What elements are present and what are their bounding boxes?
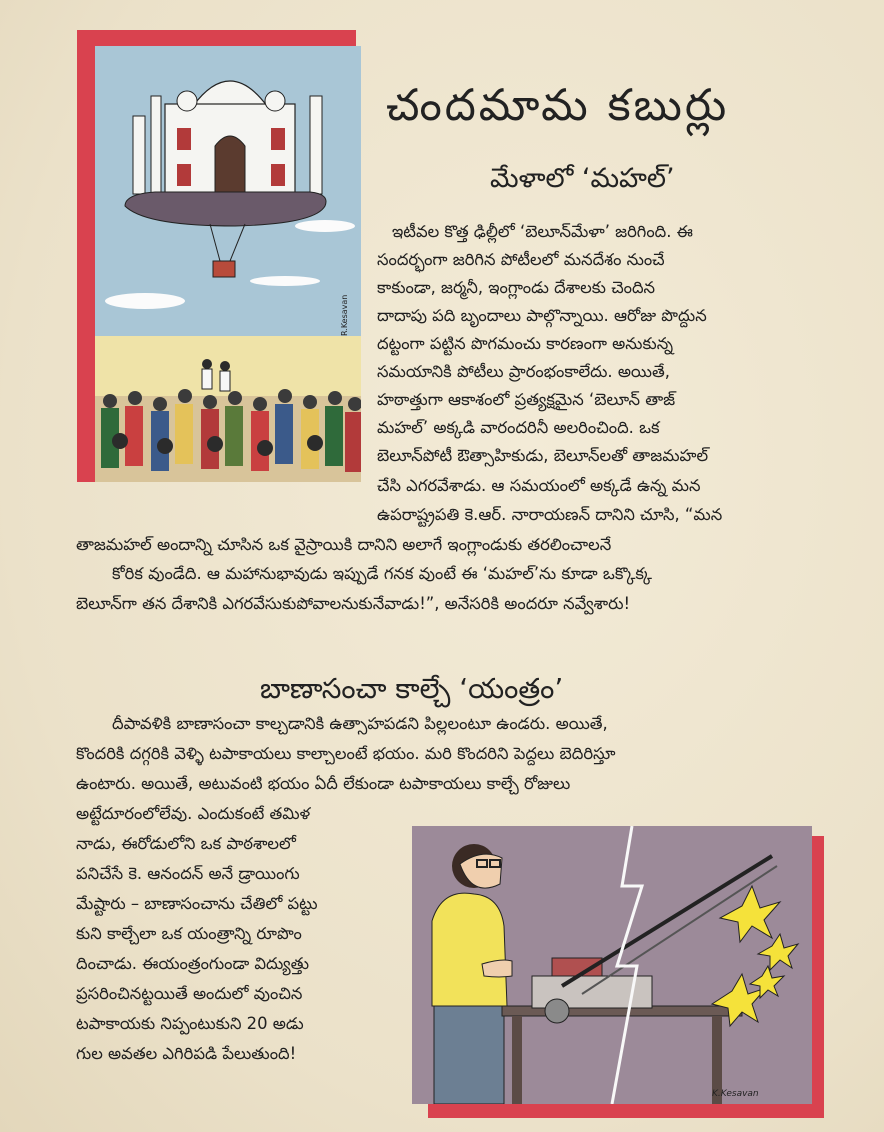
text-line: కొందరికి దగ్గరికి వెళ్ళి టపాకాయలు కాల్చాలంటే భయం. మరి కొందరిని పెద్దలు బెదిరిస్తూ	[76, 744, 616, 763]
text-line: మేష్టారు – బాణాసంచాను చేతిలో పట్టు	[76, 894, 318, 913]
text-line: బెలూన్‌పోటీ ఔత్సాహికుడు, బెలూన్‌లతో తాజమహల్	[377, 446, 709, 465]
text-line: దీపావళికి బాణాసంచా కాల్చడానికి ఉత్సాహపడని పిల్లలంటూ ఉండరు. అయితే,	[112, 714, 608, 733]
text-line: ఉపరాష్ట్రపతి కె.ఆర్. నారాయణన్ దానిని చూసి, “మన	[377, 505, 723, 524]
artist-signature-top: R.Kesavan	[340, 294, 349, 336]
story2-heading: బాణాసంచా కాల్చే ‘యంత్రం’	[260, 672, 564, 705]
page-title: చందమామ కబుర్లు	[386, 80, 730, 131]
text-line: టపాకాయకు నిప్పంటుకుని 20 అడు	[76, 1014, 304, 1033]
text-line: పనిచేసే కె. ఆనందన్ అనే డ్రాయింగు	[76, 864, 300, 883]
text-line: ప్రసరించినట్టయితే అందులో వుంచిన	[76, 984, 303, 1003]
text-line: సందర్భంగా జరిగిన పోటీలలో మనదేశం నుంచే	[377, 250, 665, 269]
story1-heading: మేళాలో ‘మహల్’	[490, 163, 675, 194]
firework-machine-illustration	[412, 826, 812, 1104]
text-line: మహల్’ అక్కడి వారందరినీ అలరించింది. ఒక	[377, 418, 660, 437]
text-line: సమయానికి పోటీలు ప్రారంభంకాలేదు. అయితే,	[377, 362, 670, 381]
artist-signature-bottom: K.Kesavan	[712, 1089, 759, 1099]
text-line: దట్టంగా పట్టిన పొగమంచు కారణంగా అనుకున్న	[377, 334, 674, 353]
text-line: దాదాపు పది బృందాలు పాల్గొన్నాయి. ఆరోజు పొద్దున	[377, 306, 707, 325]
text-line: చేసి ఎగరవేశాడు. ఆ సమయంలో అక్కడే ఉన్న మన	[377, 476, 701, 495]
text-line: కోరిక వుండేది. ఆ మహానుభావుడు ఇప్పుడే గనక వుంటే ఈ ‘మహల్’ను కూడా ఒక్కొక్క	[112, 564, 652, 583]
text-line: గుల అవతల ఎగిరిపడి పేలుతుంది!	[76, 1044, 297, 1063]
text-line: అట్టేదూరంలోలేవు. ఎందుకంటే తమిళ	[76, 804, 311, 823]
text-line: కుని కాల్చేలా ఒక యంత్రాన్ని రూపొం	[76, 924, 302, 943]
text-line: బెలూన్‌గా తన దేశానికి ఎగరవేసుకుపోవాలనుకునేవాడు!”, అనేసరికి అందరూ నవ్వేశారు!	[76, 594, 631, 613]
text-line: ఇటీవల కొత్త ఢిల్లీలో ‘బెలూన్‌మేళా’ జరిగింది. ఈ	[392, 222, 693, 241]
text-line: హఠాత్తుగా ఆకాశంలో ప్రత్యక్షమైన ‘బెలూన్ తాజ్	[377, 390, 676, 409]
text-line: కాకుండా, జర్మనీ, ఇంగ్లాండు దేశాలకు చెందిన	[377, 278, 656, 297]
text-line: తాజమహల్ అందాన్ని చూసిన ఒక వైస్రాయికి దానిని అలాగే ఇంగ్లాండుకు తరలించాలనే	[76, 535, 612, 554]
text-line: నాడు, ఈరోడులోని ఒక పాఠశాలలో	[76, 834, 296, 853]
text-line: దించాడు. ఈయంత్రంగుండా విద్యుత్తు	[76, 954, 310, 973]
balloon-taj-illustration	[95, 46, 361, 482]
text-line: ఉంటారు. అయితే, అటువంటి భయం ఏదీ లేకుండా టపాకాయలు కాల్చే రోజులు	[76, 774, 571, 793]
